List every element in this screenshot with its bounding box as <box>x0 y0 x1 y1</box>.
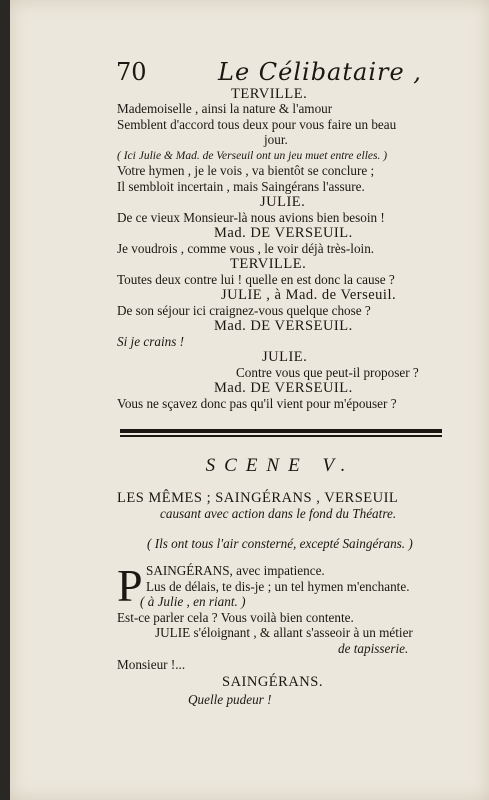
scene-characters-note: causant avec action dans le fond du Théatre. <box>160 506 397 521</box>
verse-line: Je voudrois , comme vous , le voir déjà très-loin. <box>117 241 375 256</box>
verse-line: Lus de délais, te dis-je ; un tel hymen m'enchante. <box>146 579 410 594</box>
verse-line: Il sembloit incertain , mais Saingérans l'assure. <box>117 179 365 194</box>
stage-direction: de tapisserie. <box>338 641 409 656</box>
scene-heading: SCENE V. <box>205 455 355 476</box>
verse-line: jour. <box>264 132 288 147</box>
speaker-label: JULIE s'éloignant , & allant s'asseoir à un métier <box>155 625 413 640</box>
speaker-label: Mad. DE VERSEUIL. <box>214 318 353 334</box>
page-number: 70 <box>116 58 147 86</box>
verse-line: Quelle pudeur ! <box>188 692 272 707</box>
verse-line: Vous ne sçavez donc pas qu'il vient pour m'épouser ? <box>117 396 397 411</box>
speaker-label: TERVILLE. <box>231 86 308 102</box>
stage-direction: ( Ils ont tous l'air consterné, excepté Saingérans. ) <box>147 536 413 551</box>
running-header <box>116 58 422 88</box>
speaker-label: TERVILLE. <box>230 256 307 272</box>
scan-edge <box>0 0 10 800</box>
verse-line: Est-ce parler cela ? Vous voilà bien contente. <box>117 610 354 625</box>
stage-direction: ( Ici Julie & Mad. de Verseuil ont un jeu muet entre elles. ) <box>117 150 388 162</box>
scene-characters: LES MÊMES ; SAINGÉRANS , VERSEUIL <box>117 490 399 506</box>
speaker-label: JULIE. <box>260 194 306 210</box>
decorative-rule <box>120 429 442 433</box>
verse-line: Toutes deux contre lui ! quelle en est donc la cause ? <box>117 272 395 287</box>
speaker-label: SAINGÉRANS. <box>222 674 323 690</box>
decorative-rule <box>120 435 442 437</box>
verse-line: De son séjour ici craignez-vous quelque chose ? <box>117 303 371 318</box>
verse-line: Mademoiselle , ainsi la nature & l'amour <box>117 101 333 116</box>
drop-cap: P <box>117 560 143 611</box>
verse-line: Contre vous que peut-il proposer ? <box>236 365 419 380</box>
speaker-label: SAINGÉRANS, avec impatience. <box>146 563 325 578</box>
speaker-label: Mad. DE VERSEUIL. <box>214 225 353 241</box>
stage-direction: ( à Julie , en riant. ) <box>140 594 246 609</box>
verse-line: Votre hymen , je le vois , va bientôt se conclure ; <box>117 163 375 178</box>
running-title: Le Célibataire , <box>218 58 422 86</box>
verse-line: Monsieur !... <box>117 657 186 672</box>
speaker-label: Mad. DE VERSEUIL. <box>214 380 353 396</box>
verse-line: Semblent d'accord tous deux pour vous faire un beau <box>117 117 397 132</box>
speaker-label: JULIE , à Mad. de Verseuil. <box>221 287 397 303</box>
verse-line: Si je crains ! <box>117 334 185 349</box>
verse-line: De ce vieux Monsieur-là nous avions bien besoin ! <box>117 210 385 225</box>
speaker-label: JULIE. <box>262 349 308 365</box>
